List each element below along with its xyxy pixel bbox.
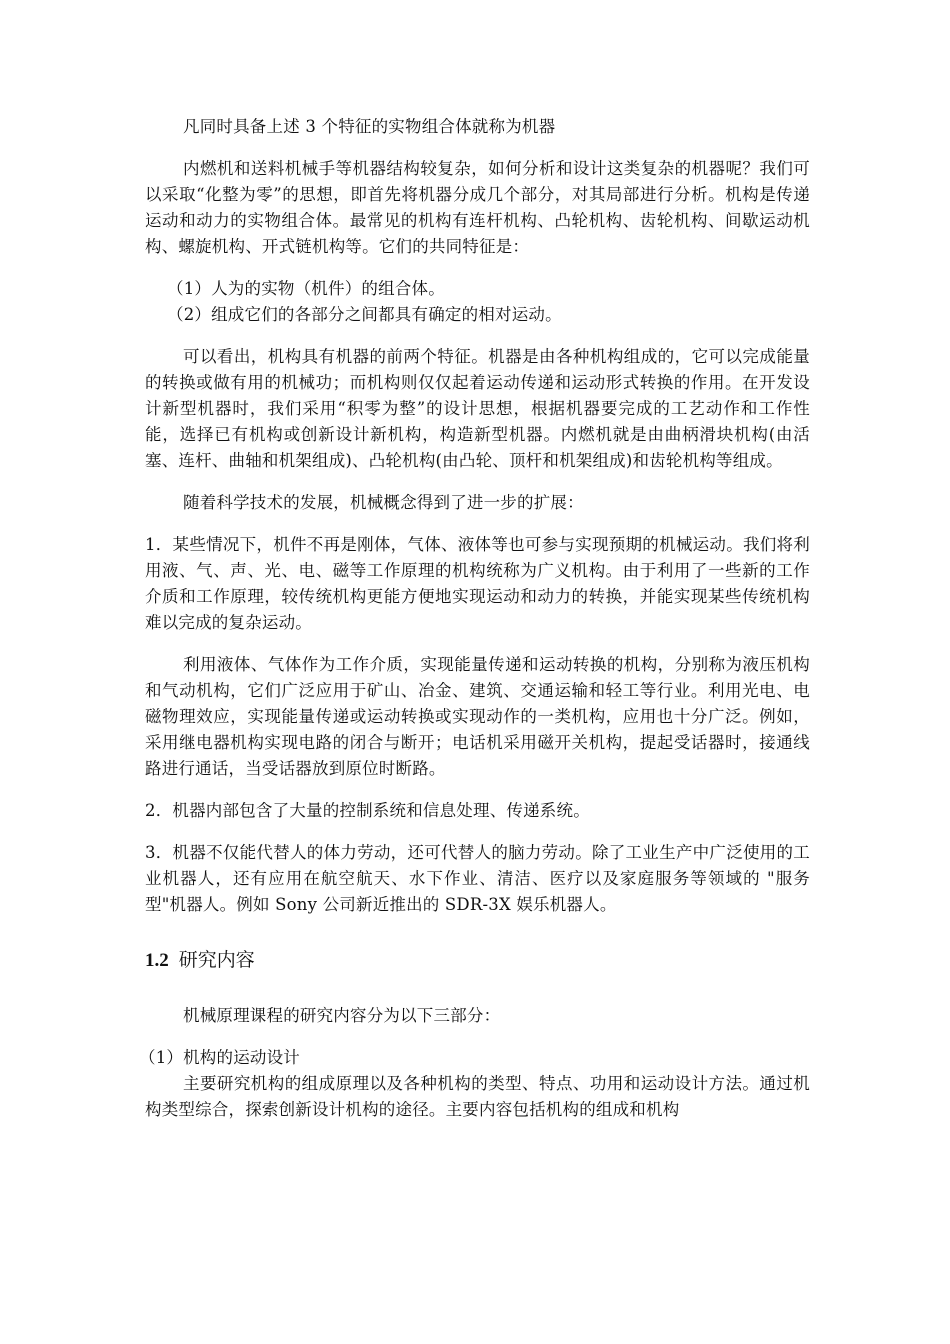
paragraph-mechanism-intro: 内燃机和送料机械手等机器结构较复杂，如何分析和设计这类复杂的机器呢？我们可以采取“化整为零”的思想，即首先将机器分成几个部分，对其局部进行分析。机构是传递运动和动力的实物组合体。最常见的机构有连杆机构、凸轮机构、齿轮机构、间歇运动机构、螺旋机构、开式链机构等。它们的共同特征是： xyxy=(145,159,810,256)
paragraph-concept-expansion: 随着科学技术的发展，机械概念得到了进一步的扩展： xyxy=(183,493,584,512)
paragraph-motion-design: 主要研究机构的组成原理以及各种机构的类型、特点、功用和运动设计方法。通过机构类型综合，探索创新设计机构的途径。主要内容包括机构的组成和机构 xyxy=(145,1074,810,1119)
section-number: 1.2 xyxy=(145,950,169,971)
paragraph-point-2: 2．机器内部包含了大量的控制系统和信息处理、传递系统。 xyxy=(145,801,590,820)
paragraph-point-3: 3．机器不仅能代替人的体力劳动，还可代替人的脑力劳动。除了工业生产中广泛使用的工业机器人，还有应用在航空航天、水下作业、清洁、医疗以及家庭服务等领域的 "服务型"机器人。例如 Sony 公司新近推出的 SDR-3X 娱乐机器人。 xyxy=(145,843,810,914)
paragraph-research-intro: 机械原理课程的研究内容分为以下三部分： xyxy=(183,1006,501,1025)
list-item-feature-1: （1）人为的实物（机件）的组合体。 xyxy=(167,279,445,298)
paragraph-point-1: 1．某些情况下，机件不再是刚体，气体、液体等也可参与实现预期的机械运动。我们将利用液、气、声、光、电、磁等工作原理的机构统称为广义机构。由于利用了一些新的工作介质和工作原理，较传统机构更能方便地实现运动和动力的转换，并能实现某些传统机构难以完成的复杂运动。 xyxy=(145,535,810,632)
paragraph-machine-definition: 凡同时具备上述 3 个特征的实物组合体就称为机器 xyxy=(183,117,556,136)
list-item-feature-2: （2）组成它们的各部分之间都具有确定的相对运动。 xyxy=(167,305,562,324)
paragraph-mechanism-vs-machine: 可以看出，机构具有机器的前两个特征。机器是由各种机构组成的，它可以完成能量的转换或做有用的机械功；而机构则仅仅起着运动传递和运动形式转换的作用。在开发设计新型机器时，我们采用“积零为整”的设计思想，根据机器要完成的工艺动作和工作性能，选择已有机构或创新设计新机构，构造新型机器。内燃机就是由曲柄滑块机构(由活塞、连杆、曲轴和机架组成)、凸轮机构(由凸轮、顶杆和机架组成)和齿轮机构等组成。 xyxy=(145,347,810,470)
section-title: 研究内容 xyxy=(178,949,255,971)
paragraph-hydraulic-pneumatic: 利用液体、气体作为工作介质，实现能量传递和运动转换的机构，分别称为液压机构和气动机构，它们广泛应用于矿山、冶金、建筑、交通运输和轻工等行业。利用光电、电磁物理效应，实现能量传递或运动转换或实现动作的一类机构，应用也十分广泛。例如，采用继电器机构实现电路的闭合与断开；电话机采用磁开关机构，提起受话器时，接通线路进行通话，当受话器放到原位时断路。 xyxy=(145,655,810,778)
subheading-motion-design: （1）机构的运动设计 xyxy=(139,1048,300,1067)
section-heading xyxy=(145,946,810,975)
document-page xyxy=(139,100,810,1123)
